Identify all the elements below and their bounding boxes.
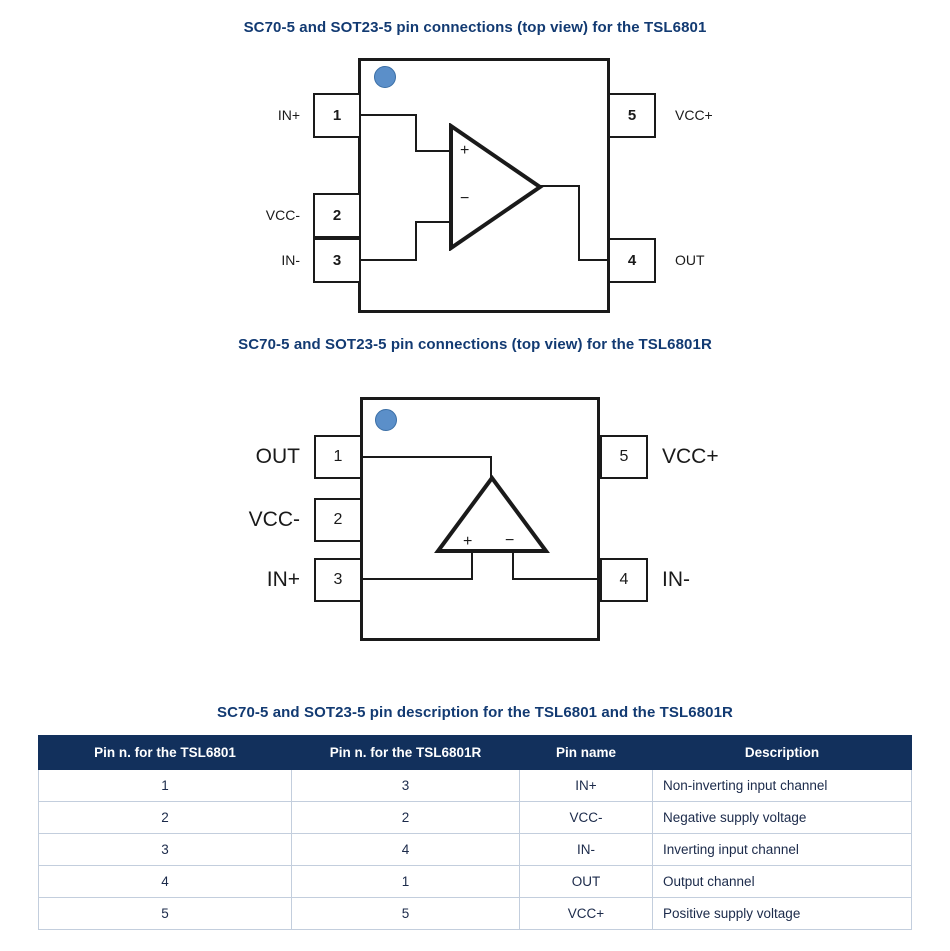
opamp-triangle: [434, 475, 550, 555]
pin-box-right-4: 4: [608, 238, 656, 283]
cell-description: Inverting input channel: [653, 834, 912, 866]
pin-label-in-minus: IN-: [281, 252, 300, 268]
cell-pin-tsl6801: 1: [39, 770, 292, 802]
wire-pin1-h1: [361, 114, 417, 116]
pin-label-vcc-pos: VCC+: [662, 445, 719, 468]
cell-pin-name: VCC-: [520, 802, 653, 834]
cell-pin-name: OUT: [520, 866, 653, 898]
table-row: [39, 802, 912, 834]
cell-pin-tsl6801r: 1: [292, 866, 520, 898]
opamp-plus-symbol: +: [460, 142, 470, 159]
wire-pin1-v: [415, 114, 417, 152]
pin-box-left-2: 2: [313, 193, 361, 238]
cell-description: Non-inverting input channel: [653, 770, 912, 802]
cell-description: Output channel: [653, 866, 912, 898]
wire-minus-h: [512, 578, 602, 580]
table-header-pin-tsl6801: Pin n. for the TSL6801: [39, 736, 292, 770]
wire-out-h: [362, 456, 492, 458]
pin-label-vcc-pos: VCC+: [675, 107, 713, 123]
pinout-diagram-tsl6801r: [0, 385, 950, 660]
cell-pin-name: VCC+: [520, 898, 653, 930]
cell-pin-name: IN-: [520, 834, 653, 866]
cell-pin-name: IN+: [520, 770, 653, 802]
cell-pin-tsl6801: 5: [39, 898, 292, 930]
pin-box-left-1: 1: [313, 93, 361, 138]
pin-label-vcc-neg: VCC-: [265, 207, 300, 223]
wire-plus-h: [362, 578, 473, 580]
caption-tsl6801: SC70-5 and SOT23-5 pin connections (top view) for the TSL6801: [243, 19, 707, 36]
wire-pin3-h1: [361, 259, 417, 261]
table-header-pin-name: Pin name: [520, 736, 653, 770]
pin-label-in-minus: IN-: [662, 568, 690, 591]
pin-description-table: [38, 735, 912, 930]
table-header-pin-tsl6801r: Pin n. for the TSL6801R: [292, 736, 520, 770]
cell-pin-tsl6801: 4: [39, 866, 292, 898]
cell-description: Positive supply voltage: [653, 898, 912, 930]
pin-box-left-2: 2: [314, 498, 362, 542]
table-row: [39, 770, 912, 802]
opamp-plus-symbol: +: [463, 533, 473, 550]
pinout-diagram-tsl6801: [0, 45, 950, 325]
pin-box-left-1: 1: [314, 435, 362, 479]
pin-box-right-5: 5: [600, 435, 648, 479]
caption-tsl6801r: SC70-5 and SOT23-5 pin connections (top view) for the TSL6801R: [238, 336, 712, 353]
table-row: [39, 898, 912, 930]
cell-pin-tsl6801r: 2: [292, 802, 520, 834]
cell-description: Negative supply voltage: [653, 802, 912, 834]
wire-pin3-v: [415, 221, 417, 261]
pin-box-left-3: 3: [314, 558, 362, 602]
table-row: [39, 834, 912, 866]
cell-pin-tsl6801: 3: [39, 834, 292, 866]
table-header-description: Description: [653, 736, 912, 770]
orientation-dot: [374, 66, 396, 88]
cell-pin-tsl6801: 2: [39, 802, 292, 834]
pin-label-in-plus: IN+: [266, 568, 300, 591]
cell-pin-tsl6801r: 5: [292, 898, 520, 930]
opamp-minus-symbol: −: [505, 532, 515, 549]
opamp-minus-symbol: −: [460, 190, 470, 207]
wire-out-h2: [578, 259, 610, 261]
caption-pin-description: SC70-5 and SOT23-5 pin description for the TSL6801 and the TSL6801R: [217, 704, 733, 721]
pin-box-right-5: 5: [608, 93, 656, 138]
pin-label-in-plus: IN+: [277, 107, 300, 123]
cell-pin-tsl6801r: 3: [292, 770, 520, 802]
pin-label-out: OUT: [255, 445, 300, 468]
cell-pin-tsl6801r: 4: [292, 834, 520, 866]
wire-out-v: [578, 185, 580, 260]
table-row: [39, 866, 912, 898]
pin-box-right-4: 4: [600, 558, 648, 602]
pin-label-vcc-neg: VCC-: [248, 508, 300, 531]
pin-label-out: OUT: [675, 252, 705, 268]
pin-box-left-3: 3: [313, 238, 361, 283]
orientation-dot: [375, 409, 397, 431]
table-header-row: [39, 736, 912, 770]
